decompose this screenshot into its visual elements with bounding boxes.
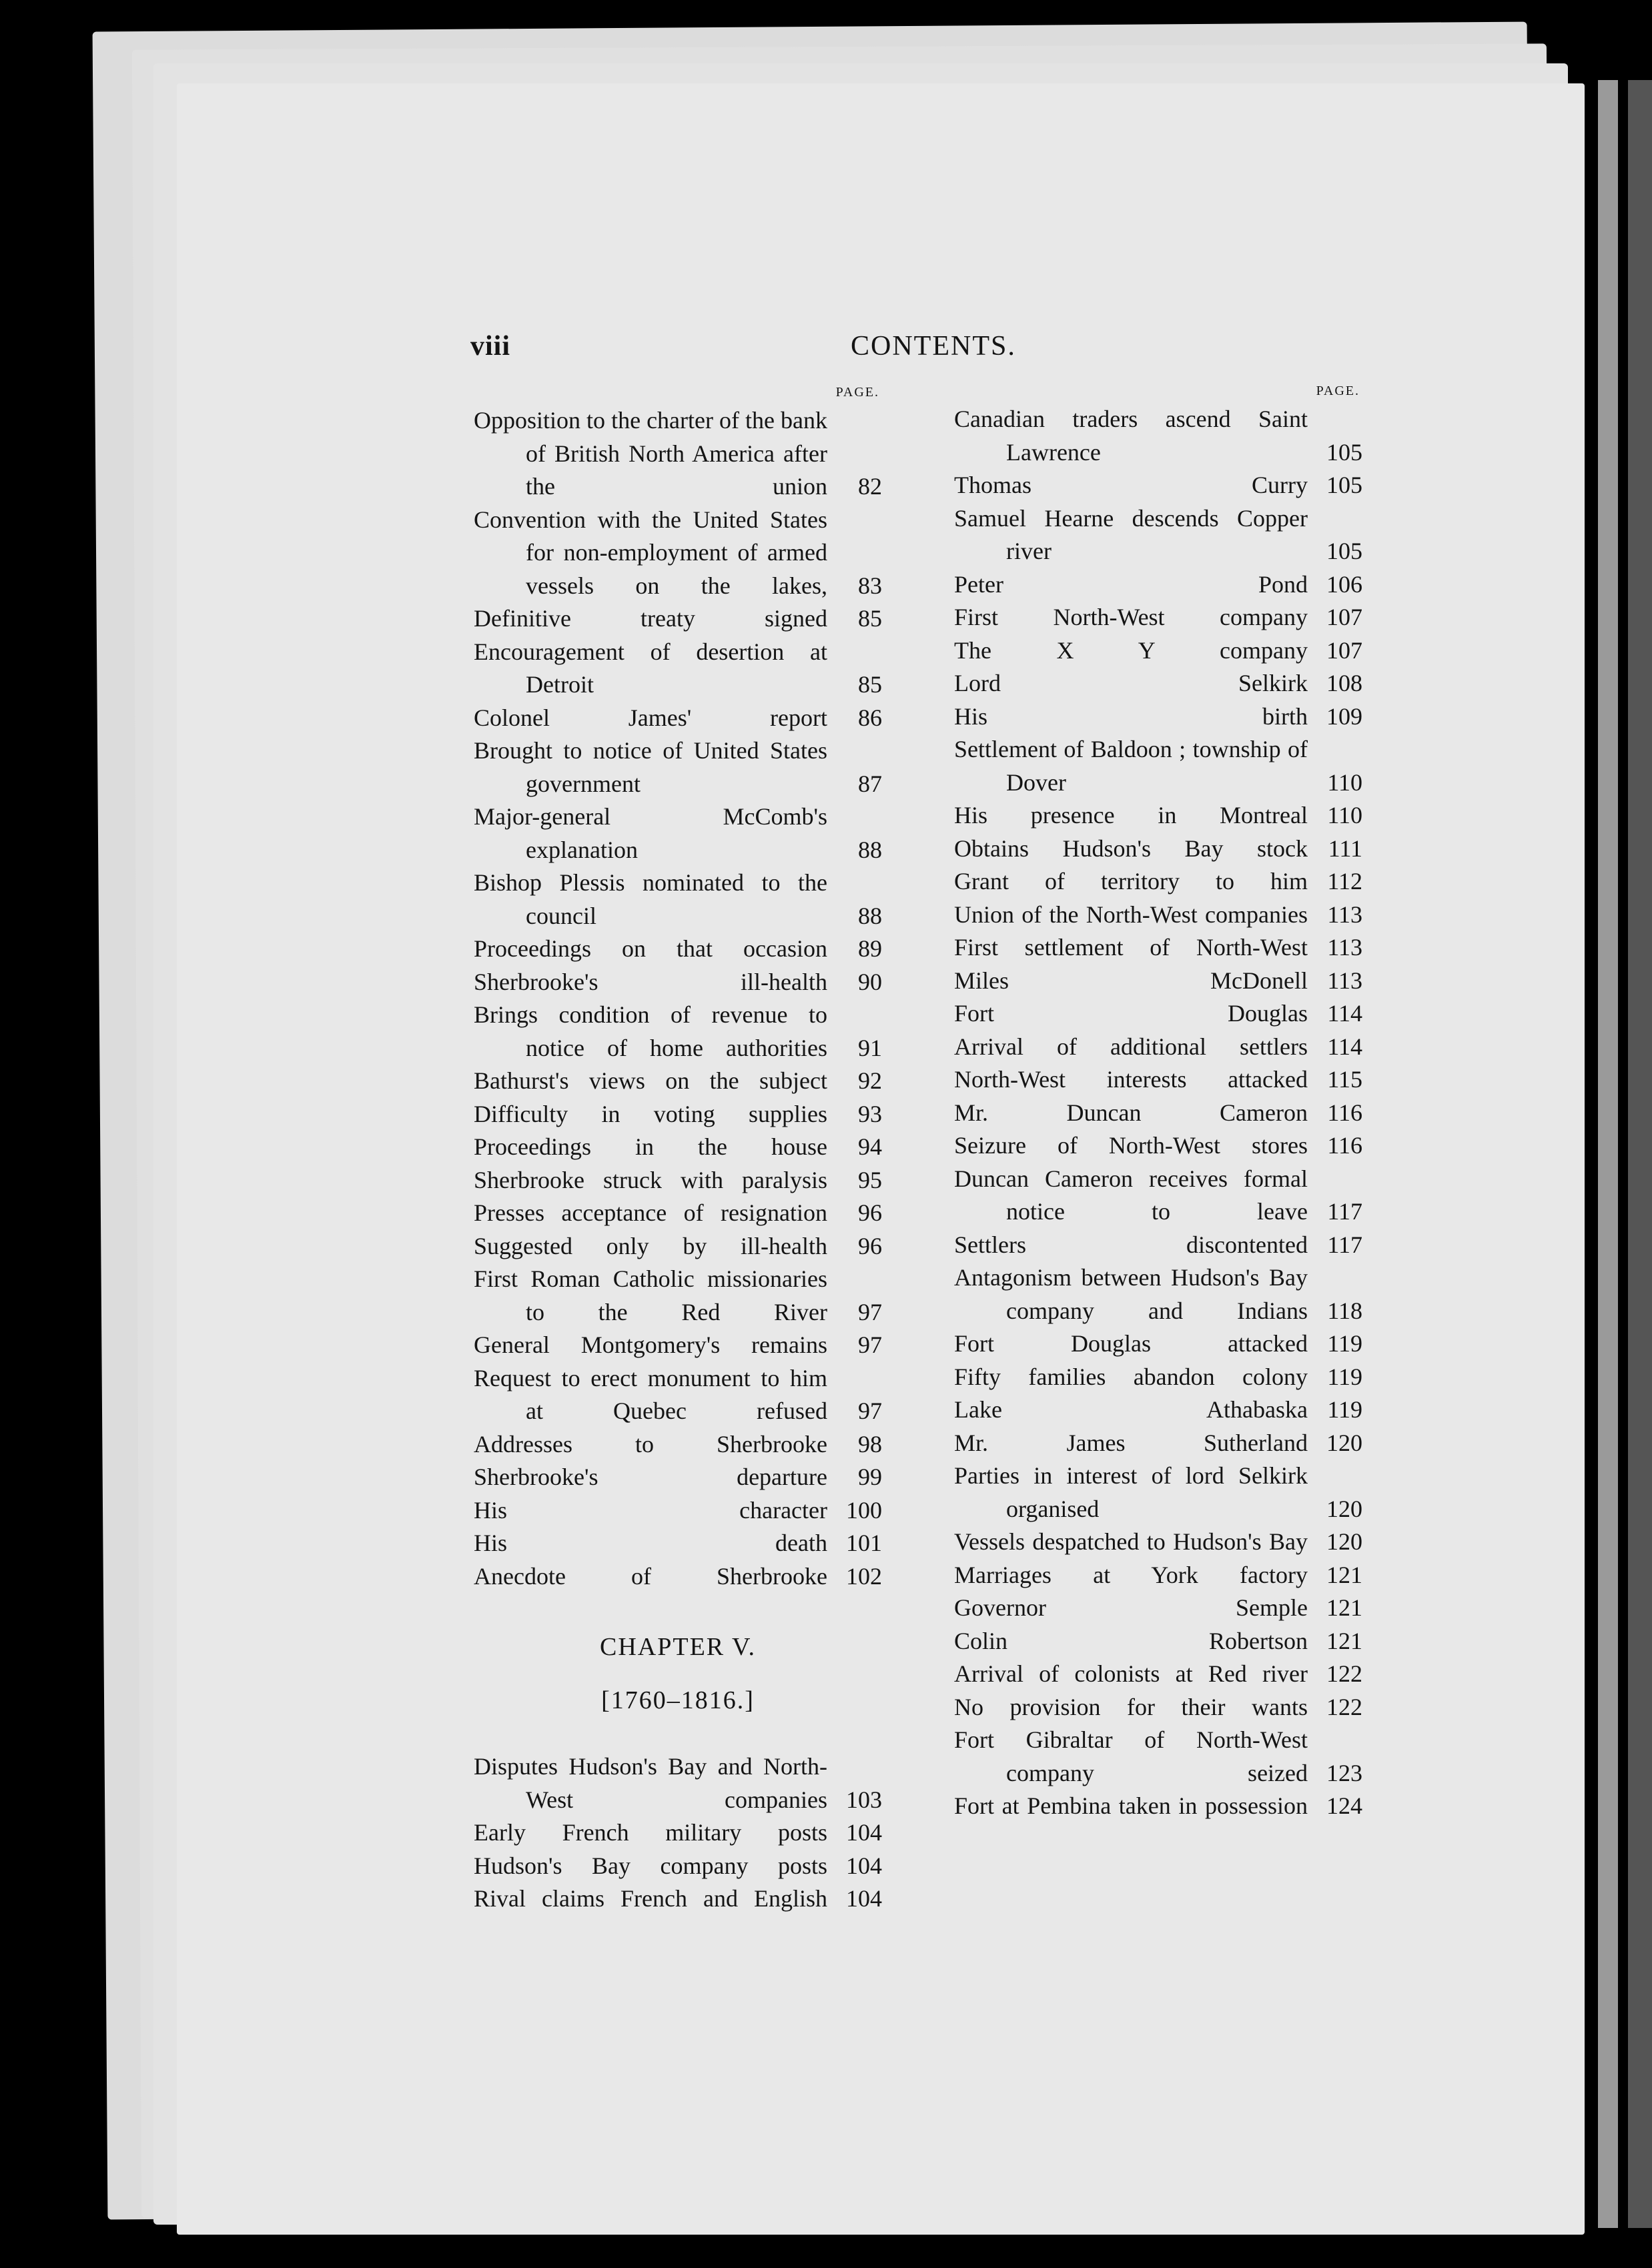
entry-page-number: 86 — [858, 704, 882, 731]
entry-title: Governor Semple — [954, 1594, 1308, 1621]
entry-page-number: 123 — [1326, 1759, 1362, 1786]
contents-entry — [474, 1750, 882, 1816]
entry-title: Request to erect monument to him at Quebec refused — [474, 1364, 827, 1424]
chapter-heading: CHAPTER V. — [600, 1633, 756, 1661]
entry-title: Opposition to the charter of the bank of British North America after the union — [474, 407, 827, 500]
contents-entry — [474, 602, 882, 636]
entry-title: Samuel Hearne descends Copper river — [954, 504, 1308, 564]
entry-page-number: 115 — [1327, 1066, 1362, 1093]
entry-title: Encouragement of desertion at Detroit — [474, 638, 827, 698]
entry-page-number: 97 — [858, 1331, 882, 1358]
contents-entry — [474, 999, 882, 1065]
entry-title: Arrival of additional settlers — [954, 1033, 1308, 1060]
entry-page-number: 112 — [1327, 868, 1362, 895]
entry-page-number: 87 — [858, 770, 882, 797]
contents-entry — [474, 404, 882, 504]
entry-page-number: 121 — [1326, 1561, 1362, 1588]
contents-entry — [474, 1527, 882, 1560]
entry-title: Early French military posts — [474, 1819, 827, 1846]
contents-entry — [474, 1816, 882, 1850]
entry-title: His birth — [954, 702, 1308, 730]
contents-entry — [474, 1494, 882, 1528]
entry-title: Brings condition of revenue to notice of home authorities — [474, 1001, 827, 1061]
entry-title: Bathurst's views on the subject — [474, 1067, 827, 1094]
entry-page-number: 124 — [1326, 1792, 1362, 1819]
contents-right-column — [954, 379, 1362, 1823]
entry-page-number: 107 — [1326, 604, 1362, 630]
contents-entry — [954, 568, 1362, 602]
contents-list — [474, 1750, 882, 1916]
chapter-dates: [1760–1816.] — [601, 1686, 755, 1714]
entry-title: Marriages at York factory — [954, 1561, 1308, 1588]
entry-page-number: 98 — [858, 1430, 882, 1458]
entry-page-number: 114 — [1327, 1033, 1362, 1060]
entry-title: Colonel James' report — [474, 704, 827, 731]
contents-entry — [954, 1559, 1362, 1592]
contents-entry — [954, 997, 1362, 1031]
entry-page-number: 113 — [1327, 967, 1362, 994]
entry-title: Sherbrooke's ill-health — [474, 968, 827, 995]
page-title: CONTENTS. — [851, 331, 1016, 362]
contents-entry — [954, 1063, 1362, 1097]
entry-page-number: 104 — [846, 1852, 882, 1879]
entry-page-number: 83 — [858, 572, 882, 599]
contents-entry — [474, 1428, 882, 1462]
contents-entry — [474, 1098, 882, 1131]
entry-title: Brought to notice of United States government — [474, 737, 827, 797]
contents-entry — [954, 832, 1362, 866]
entry-title: Fort Douglas attacked — [954, 1330, 1308, 1357]
entry-page-number: 122 — [1326, 1693, 1362, 1720]
contents-entry — [954, 634, 1362, 668]
contents-list — [954, 403, 1362, 1823]
entry-title: General Montgomery's remains — [474, 1331, 827, 1358]
entry-title: The X Y company — [954, 636, 1308, 664]
entry-title: Definitive treaty signed — [474, 605, 827, 632]
contents-entry — [954, 1327, 1362, 1361]
contents-entry — [474, 1461, 882, 1494]
contents-entry — [954, 1163, 1362, 1229]
entry-title: Fort at Pembina taken in possession — [954, 1792, 1308, 1819]
entry-page-number: 82 — [858, 473, 882, 500]
entry-page-number: 95 — [858, 1166, 882, 1193]
entry-page-number: 114 — [1327, 1000, 1362, 1027]
entry-title: Rival claims French and English — [474, 1885, 827, 1912]
entry-title: Difficulty in voting supplies — [474, 1100, 827, 1127]
entry-page-number: 117 — [1327, 1231, 1362, 1258]
contents-entry — [474, 1230, 882, 1263]
binding-shadow — [1598, 80, 1618, 2228]
entry-title: His character — [474, 1496, 827, 1524]
entry-title: His presence in Montreal — [954, 802, 1308, 828]
entry-title: Antagonism between Hudson's Bay company and Indians — [954, 1264, 1308, 1324]
page-number: viii — [470, 331, 511, 362]
contents-entry — [954, 1592, 1362, 1625]
contents-entry — [954, 502, 1362, 568]
entry-page-number: 120 — [1326, 1495, 1362, 1522]
contents-entry — [954, 1261, 1362, 1327]
entry-title: Proceedings in the house — [474, 1133, 827, 1160]
entry-page-number: 117 — [1327, 1198, 1362, 1225]
contents-entry — [954, 733, 1362, 799]
contents-entry — [954, 931, 1362, 965]
entry-page-number: 94 — [858, 1133, 882, 1160]
entry-title: First Roman Catholic missionaries to the Red River — [474, 1265, 827, 1325]
entry-page-number: 90 — [858, 968, 882, 995]
contents-entry — [954, 799, 1362, 832]
page-column-label: PAGE. — [1316, 384, 1360, 398]
entry-page-number: 105 — [1326, 472, 1362, 498]
entry-title: Settlers discontented — [954, 1231, 1308, 1258]
entry-title: Lake Athabaska — [954, 1396, 1308, 1423]
contents-entry — [474, 933, 882, 966]
entry-page-number: 85 — [858, 671, 882, 698]
entry-title: Major-general McComb's explanation — [474, 803, 827, 863]
entry-title: Fort Gibraltar of North-West company seized — [954, 1726, 1308, 1786]
entry-page-number: 116 — [1327, 1099, 1362, 1126]
entry-title: Seizure of North-West stores — [954, 1132, 1308, 1159]
contents-entry — [954, 403, 1362, 469]
contents-entry — [954, 965, 1362, 998]
entry-title: First settlement of North-West — [954, 934, 1308, 961]
entry-title: North-West interests attacked — [954, 1066, 1308, 1093]
entry-page-number: 113 — [1327, 901, 1362, 928]
entry-title: Duncan Cameron receives formal notice to leave — [954, 1165, 1308, 1225]
entry-title: Proceedings on that occasion — [474, 935, 827, 962]
entry-title: Disputes Hudson's Bay and North-West companies — [474, 1753, 827, 1813]
contents-entry — [474, 1362, 882, 1428]
contents-entry — [474, 1197, 882, 1230]
contents-entry — [954, 1361, 1362, 1394]
contents-entry — [954, 899, 1362, 932]
entry-title: Mr. James Sutherland — [954, 1429, 1308, 1456]
entry-page-number: 105 — [1326, 438, 1362, 466]
entry-title: Sherbrooke struck with paralysis — [474, 1166, 827, 1193]
entry-page-number: 118 — [1327, 1297, 1362, 1324]
contents-entry — [954, 469, 1362, 502]
contents-entry — [954, 601, 1362, 634]
contents-entry — [474, 867, 882, 933]
contents-list — [474, 404, 882, 1593]
contents-entry — [474, 966, 882, 999]
page-column-label: PAGE. — [835, 385, 879, 400]
contents-entry — [954, 1658, 1362, 1691]
entry-page-number: 120 — [1326, 1528, 1362, 1555]
contents-entry — [954, 1790, 1362, 1823]
contents-entry — [474, 1882, 882, 1916]
entry-page-number: 103 — [846, 1786, 882, 1813]
entry-page-number: 111 — [1328, 834, 1362, 862]
contents-entry — [954, 865, 1362, 899]
contents-entry — [474, 734, 882, 800]
entry-page-number: 119 — [1327, 1363, 1362, 1390]
entry-title: Anecdote of Sherbrooke — [474, 1562, 827, 1590]
entry-page-number: 121 — [1326, 1594, 1362, 1621]
entry-title: Addresses to Sherbrooke — [474, 1430, 827, 1458]
contents-entry — [954, 1427, 1362, 1460]
contents-entry — [954, 1691, 1362, 1724]
contents-entry — [474, 636, 882, 702]
entry-page-number: 93 — [858, 1100, 882, 1127]
entry-title: Fort Douglas — [954, 1000, 1308, 1027]
entry-title: Canadian traders ascend Saint Lawrence — [954, 406, 1308, 466]
contents-entry — [474, 1263, 882, 1329]
contents-entry — [954, 1097, 1362, 1130]
entry-page-number: 100 — [846, 1496, 882, 1524]
entry-title: Miles McDonell — [954, 967, 1308, 994]
entry-title: Grant of territory to him — [954, 868, 1308, 895]
contents-entry — [474, 1164, 882, 1197]
entry-page-number: 106 — [1326, 570, 1362, 598]
entry-page-number: 91 — [858, 1034, 882, 1061]
contents-left-column — [474, 380, 882, 1916]
entry-title: Lord Selkirk — [954, 670, 1308, 696]
entry-page-number: 99 — [858, 1464, 882, 1490]
entry-page-number: 92 — [858, 1067, 882, 1094]
entry-page-number: 97 — [858, 1397, 882, 1424]
entry-title: Colin Robertson — [954, 1627, 1308, 1654]
binding-shadow — [1628, 80, 1652, 2228]
contents-entry — [954, 1229, 1362, 1262]
entry-title: Settlement of Baldoon ; township of Dover — [954, 736, 1308, 796]
entry-page-number: 89 — [858, 935, 882, 962]
entry-page-number: 88 — [858, 902, 882, 929]
contents-entry — [954, 667, 1362, 700]
contents-entry — [474, 504, 882, 603]
entry-title: Vessels despatched to Hudson's Bay — [954, 1528, 1308, 1555]
contents-entry — [474, 1065, 882, 1098]
entry-title: Convention with the United States for non-employment of armed vessels on the lakes, — [474, 506, 827, 599]
contents-entry — [954, 1393, 1362, 1427]
entry-title: Union of the North-West companies — [954, 901, 1308, 928]
entry-title: Arrival of colonists at Red river — [954, 1660, 1308, 1687]
contents-entry — [954, 1724, 1362, 1790]
contents-entry — [474, 1329, 882, 1362]
entry-page-number: 107 — [1326, 636, 1362, 664]
contents-entry — [954, 700, 1362, 734]
entry-page-number: 119 — [1327, 1330, 1362, 1357]
contents-entry — [954, 1526, 1362, 1559]
entry-page-number: 108 — [1326, 670, 1362, 696]
entry-page-number: 105 — [1326, 538, 1362, 564]
contents-entry — [954, 1129, 1362, 1163]
entry-title: His death — [474, 1530, 827, 1556]
contents-entry — [474, 702, 882, 735]
entry-title: First North-West company — [954, 604, 1308, 630]
entry-title: Hudson's Bay company posts — [474, 1852, 827, 1879]
entry-page-number: 88 — [858, 836, 882, 863]
contents-entry — [954, 1460, 1362, 1526]
entry-page-number: 120 — [1326, 1429, 1362, 1456]
entry-title: Bishop Plessis nominated to the council — [474, 869, 827, 929]
entry-page-number: 104 — [846, 1885, 882, 1912]
entry-title: Fifty families abandon colony — [954, 1363, 1308, 1390]
entry-page-number: 109 — [1326, 702, 1362, 730]
entry-page-number: 102 — [846, 1562, 882, 1590]
entry-title: Parties in interest of lord Selkirk organised — [954, 1462, 1308, 1522]
entry-title: No provision for their wants — [954, 1693, 1308, 1720]
entry-page-number: 116 — [1327, 1132, 1362, 1159]
entry-page-number: 113 — [1327, 934, 1362, 961]
contents-entry — [474, 1131, 882, 1164]
contents-entry — [474, 800, 882, 867]
entry-title: Mr. Duncan Cameron — [954, 1099, 1308, 1126]
entry-page-number: 96 — [858, 1232, 882, 1259]
entry-page-number: 110 — [1327, 802, 1362, 828]
entry-page-number: 96 — [858, 1199, 882, 1226]
entry-page-number: 85 — [858, 605, 882, 632]
entry-title: Sherbrooke's departure — [474, 1464, 827, 1490]
entry-page-number: 101 — [846, 1530, 882, 1556]
contents-entry — [474, 1560, 882, 1594]
entry-page-number: 122 — [1326, 1660, 1362, 1687]
entry-page-number: 121 — [1326, 1627, 1362, 1654]
entry-title: Thomas Curry — [954, 472, 1308, 498]
entry-title: Presses acceptance of resignation — [474, 1199, 827, 1226]
contents-entry — [474, 1850, 882, 1883]
entry-page-number: 97 — [858, 1298, 882, 1325]
entry-page-number: 110 — [1327, 768, 1362, 796]
entry-page-number: 104 — [846, 1819, 882, 1846]
entry-title: Suggested only by ill-health — [474, 1232, 827, 1259]
entry-title: Obtains Hudson's Bay stock — [954, 834, 1308, 862]
contents-entry — [954, 1625, 1362, 1658]
entry-page-number: 119 — [1327, 1396, 1362, 1423]
entry-title: Peter Pond — [954, 570, 1308, 598]
contents-entry — [954, 1031, 1362, 1064]
